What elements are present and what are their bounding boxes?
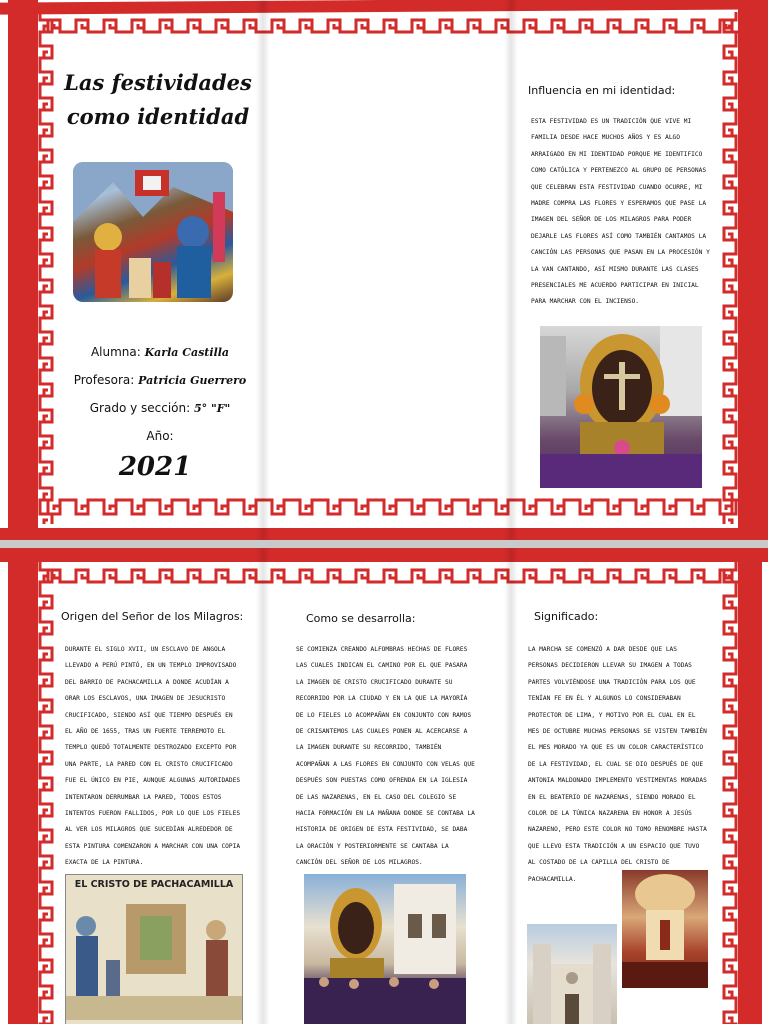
procession-photo <box>540 326 702 488</box>
greek-key-pattern-left-inside <box>38 562 58 1024</box>
greek-key-pattern-right-inside <box>716 562 738 1024</box>
pachacamilla-illustration <box>65 874 243 1024</box>
nazarenas-church-illustration <box>304 874 466 1024</box>
greek-key-pattern-top-inside <box>40 562 740 588</box>
greek-key-pattern-left <box>38 12 58 524</box>
red-border-left-inside <box>8 548 38 1024</box>
origin-heading: Origen del Señor de los Milagros: <box>61 610 244 623</box>
grade-label: Grado y sección: <box>89 401 191 415</box>
red-border-left <box>8 0 38 540</box>
church-interior-photo <box>622 870 708 988</box>
church-facade-photo <box>527 924 617 1024</box>
pachacamilla-caption: EL CRISTO DE PACHACAMILLA <box>74 879 234 890</box>
cover-title-line-2: como identidad <box>66 104 250 129</box>
festival-photo <box>73 162 233 302</box>
student-name: Karla Castilla <box>144 346 230 359</box>
pachacamilla-scene-illustration <box>66 890 242 1020</box>
church-procession-photo <box>304 874 466 1024</box>
brochure-inside <box>0 548 768 1024</box>
influence-text: ESTA FESTIVIDAD ES UN TRADICIÓN QUE VIVE MI FAMILIA DESDE HACE MUCHOS AÑOS Y ES ALGO ARRAIGADO EN MI IDENTIDAD PORQUE ME IDENTIFICO COMO CATÓLICA Y PERTENEZCO AL GRUPO DE PERSONAS QUE CELEBRAN ESTA FESTIVIDAD CUANDO OCURRE, MI MADRE COMPRA LAS FLORES Y ESPERAMOS QUE PASE LA IMAGEN DEL SEÑOR DE LOS MILAGROS PARA PODER DEJARLE LAS FLORES ASÍ COMO TAMBIÉN CANTAMOS LA CANCIÓN LAS PERSONAS QUE PASAN EN LA PROCESIÓN Y LA VAN CANTANDO, ASÍ MISMO DURANTE LAS CLASES PRESENCIALES ME ACUERDO PARTICIPAR EN INICIAL PARA MARCHAR CON EL INCIENSO. <box>531 118 710 306</box>
fold-line-4 <box>504 548 518 1024</box>
meaning-heading: Significado: <box>534 610 599 623</box>
year-value: 2021 <box>118 452 192 482</box>
grade-value: 5° "F" <box>194 402 231 415</box>
altar-illustration <box>622 870 708 988</box>
influence-heading: Influencia en mi identidad: <box>528 84 676 97</box>
red-border-bottom <box>0 528 768 540</box>
development-text: SE COMIENZA CREANDO ALFOMBRAS HECHAS DE FLORES LAS CUALES INDICAN EL CAMINO POR EL QUE PASARA LA IMAGEN DE CRISTO CRUCIFICADO DURANTE SU RECORRIDO POR LA CIUDAD Y EN LA QUE LA MAYORÍA DE LO FIELES LO ACOMPAÑAN EN CONJUNTO CON RAMOS DE CRISANTEMOS LAS CUALES PONEN AL ACERCARSE A LA IMAGEN DURANTE SU RECORRIDO, TAMBIÉN ACOMPAÑAN A LAS FLORES EN CONJUNTO CON VELAS QUE DESPUÉS SON PUESTAS COMO OFRENDA EN LA IGLESIA DE LAS NAZARENAS, EN EL CASO DEL COLEGIO SE HACIA FORMACIÓN EN LA MAÑANA DONDE SE CONTABA LA HISTORIA DE ORIGEN DE ESTA FESTIVIDAD, SE DABA LA ORACIÓN Y POSTERIORMENTE SE CANTABA LA CANCIÓN DEL SEÑOR DE LOS MILAGROS. <box>296 646 475 867</box>
red-border-right <box>738 0 768 540</box>
development-heading: Como se desarrolla: <box>306 612 416 625</box>
meaning-text: LA MARCHA SE COMENZÓ A DAR DESDE QUE LAS PERSONAS DECIDIERON LLEVAR SU IMAGEN A TODAS PARTES VOLVIÉNDOSE UNA TRADICIÓN PARA LOS QUE TENÍAN FE EN ÉL Y ALGUNOS LO CONSIDERABAN PROTECTOR DE LIMA, Y MOTIVO POR EL CUAL EN EL MES DE OCTUBRE MUCHAS PERSONAS SE VISTEN TAMBIÉN EL MES MORADO YA QUE ES UN COLOR CARACTERÍSTICO DE LA FESTIVIDAD, EL CUAL SE DIO DESPUÉS DE QUE ANTONIA MALDONADO IMPLEMENTO VESTIMENTAS MORADAS EN EL BEATERIO DE NAZARENAS, SIENDO MORADO EL COLOR DE LA TÚNICA NAZARENA EN HONOR A JESÚS NAZARENO, PERO ESTE COLOR NO TOMO RENOMBRE HASTA QUE LLEVO ESTA TRADICIÓN A UN ESPACIO QUE TUVO AL COSTADO DE LA CAPILLA DEL CRISTO DE PACHACAMILLA. <box>528 646 707 883</box>
student-label: Alumna: <box>90 345 141 359</box>
teacher-line <box>60 373 260 387</box>
anda-procession-illustration <box>540 326 702 488</box>
fold-line-2 <box>504 0 518 540</box>
cover-title-line-1: Las festividades <box>64 70 252 95</box>
teacher-label: Profesora: <box>73 373 135 387</box>
cover-title <box>58 66 258 134</box>
grade-line <box>60 401 260 415</box>
greek-key-pattern-bottom <box>40 492 740 526</box>
red-border-right-inside <box>738 548 762 1024</box>
year-label: Año: <box>146 429 174 443</box>
festival-dancers-illustration <box>73 162 233 302</box>
origin-text: DURANTE EL SIGLO XVII, UN ESCLAVO DE ANGOLA LLEVADO A PERÚ PINTÓ, EN UN TEMPLO IMPROVISADO DEL BARRIO DE PACHACAMILLA A DONDE ACUDÍAN A ORAR LOS ESCLAVOS, UNA IMAGEN DE JESUCRISTO CRUCIFICADO, SIENDO ASÍ QUE TIEMPO DESPUÉS EN EL AÑO DE 1655, TRAS UN FUERTE TERREMOTO EL TEMPLO QUEDÓ TOTALMENTE DESTROZADO EXCEPTO POR UNA PARTE, LA PARED CON EL CRISTO CRUCIFICADO FUE EL ÚNICO EN PIE, AUNQUE ALGUNAS AUTORIDADES INTENTARON DERRUMBAR LA PARED, TODOS ESTOS INTENTOS FUERON FALLIDOS, POR LO QUE LOS FIELES AL VER LOS MILAGROS QUE SUCEDÍAN ALREDEDOR DE ESTA PINTURA COMENZARON A MARCHAR CON UNA COPIA EXACTA DE LA PINTURA. <box>65 646 241 867</box>
fold-line-3 <box>256 548 270 1024</box>
greek-key-pattern-top <box>40 12 740 38</box>
red-border-top-inside <box>0 548 768 562</box>
church-facade-illustration <box>527 924 617 1024</box>
teacher-name: Patricia Guerrero <box>138 374 247 387</box>
student-line <box>60 345 260 359</box>
greek-key-pattern-right <box>716 12 738 524</box>
fold-line-1 <box>256 0 270 540</box>
year-line <box>60 429 260 443</box>
